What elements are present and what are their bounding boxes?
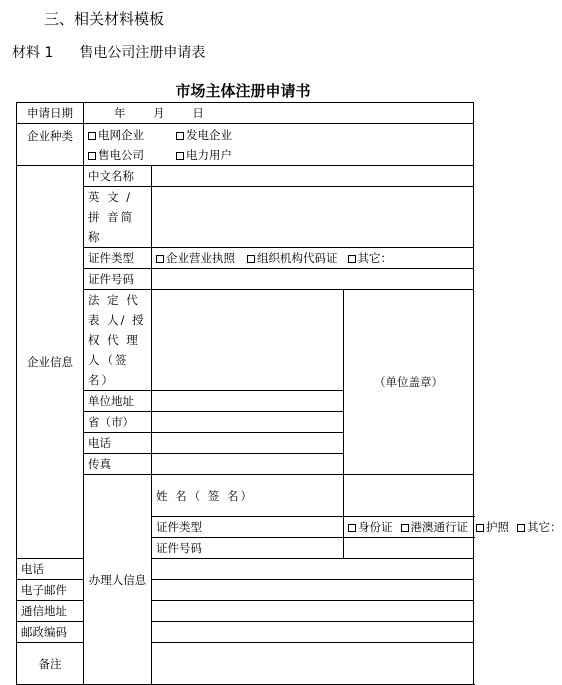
agent-cert-no-label: 证件号码 xyxy=(152,538,344,559)
checkbox-icon[interactable] xyxy=(348,255,356,263)
agent-name-label: 姓 名（ 签 名） xyxy=(152,475,344,517)
enterprise-phone-label: 电话 xyxy=(84,433,152,454)
agent-phone-label: 电话 xyxy=(17,559,84,580)
checkbox-icon[interactable] xyxy=(176,132,184,140)
option-passport[interactable]: 护照 xyxy=(476,517,509,537)
cn-name-input[interactable] xyxy=(152,166,474,187)
option-hk-macao-permit[interactable]: 港澳通行证 xyxy=(401,517,469,537)
checkbox-icon[interactable] xyxy=(517,524,525,532)
seal-label: （单位盖章） xyxy=(374,375,444,389)
cn-name-label: 中文名称 xyxy=(84,166,152,187)
checkbox-icon[interactable] xyxy=(88,152,96,160)
option-id-card[interactable]: 身份证 xyxy=(348,517,393,537)
address-input[interactable] xyxy=(152,391,344,412)
apply-date-row xyxy=(17,103,474,124)
enterprise-cert-no-row xyxy=(17,269,474,290)
enterprise-cert-type-label: 证件类型 xyxy=(84,248,152,269)
option-power-generator[interactable]: 发电企业 xyxy=(176,125,264,145)
agent-email-input[interactable] xyxy=(152,580,474,601)
enterprise-phone-input[interactable] xyxy=(152,433,344,454)
option-business-license[interactable]: 企业营业执照 xyxy=(156,248,235,268)
checkbox-icon[interactable] xyxy=(176,152,184,160)
option-retail-company[interactable]: 售电公司 xyxy=(88,145,176,165)
enterprise-cert-no-input[interactable] xyxy=(152,269,474,290)
checkbox-icon[interactable] xyxy=(247,255,255,263)
legal-rep-signature-field[interactable] xyxy=(152,290,344,391)
agent-info-label: 办理人信息 xyxy=(84,475,152,685)
postcode-label: 邮政编码 xyxy=(17,622,84,643)
mail-address-input[interactable] xyxy=(152,601,474,622)
registration-form-table xyxy=(16,102,562,685)
material-name: 售电公司注册申请表 xyxy=(79,45,206,61)
option-org-code-cert[interactable]: 组织机构代码证 xyxy=(247,248,338,268)
en-name-input[interactable] xyxy=(152,187,474,248)
option-grid-company[interactable]: 电网企业 xyxy=(88,125,176,145)
en-name-row xyxy=(17,187,474,248)
en-name-label: 英 文 / 拼 音简称 xyxy=(84,187,152,248)
agent-name-row xyxy=(17,475,474,517)
agent-name-signature-field[interactable] xyxy=(344,475,474,517)
enterprise-cert-type-row xyxy=(17,248,474,269)
day-label: 日 xyxy=(192,106,204,120)
apply-date-label: 申请日期 xyxy=(17,103,84,124)
month-label: 月 xyxy=(153,106,165,120)
year-label: 年 xyxy=(114,106,126,120)
checkbox-icon[interactable] xyxy=(156,255,164,263)
agent-cert-options xyxy=(344,517,562,538)
material-number: 材料 1 xyxy=(12,45,54,61)
fax-input[interactable] xyxy=(152,454,344,475)
section-title: 三、相关材料模板 xyxy=(44,10,165,28)
enterprise-type-options xyxy=(84,124,474,166)
agent-phone-input[interactable] xyxy=(152,559,474,580)
option-power-user[interactable]: 电力用户 xyxy=(176,145,264,165)
material-heading xyxy=(12,42,205,62)
checkbox-icon[interactable] xyxy=(476,524,484,532)
fax-label: 传真 xyxy=(84,454,152,475)
mail-address-label: 通信地址 xyxy=(17,601,84,622)
agent-cert-no-input[interactable] xyxy=(344,538,474,559)
legal-rep-label: 法 定 代 表 人/ 授 权 代 理 人（签名） xyxy=(84,290,152,391)
form-title: 市场主体注册申请书 xyxy=(175,82,311,100)
province-label: 省（市） xyxy=(84,412,152,433)
province-input[interactable] xyxy=(152,412,344,433)
enterprise-type-label: 企业种类 xyxy=(17,124,84,166)
enterprise-cert-no-label: 证件号码 xyxy=(84,269,152,290)
apply-date-field[interactable] xyxy=(84,103,474,124)
option-other[interactable]: 其它： xyxy=(348,248,393,268)
remarks-label: 备注 xyxy=(17,643,84,685)
agent-email-label: 电子邮件 xyxy=(17,580,84,601)
postcode-input[interactable] xyxy=(152,622,474,643)
cn-name-row xyxy=(17,166,474,187)
checkbox-icon[interactable] xyxy=(401,524,409,532)
agent-cert-type-label: 证件类型 xyxy=(152,517,344,538)
option-other[interactable]: 其它： xyxy=(517,517,562,537)
checkbox-icon[interactable] xyxy=(348,524,356,532)
address-label: 单位地址 xyxy=(84,391,152,412)
remarks-input[interactable] xyxy=(152,643,474,685)
enterprise-cert-options xyxy=(152,248,474,269)
checkbox-icon[interactable] xyxy=(88,132,96,140)
enterprise-type-row xyxy=(17,124,474,166)
legal-rep-row xyxy=(17,290,474,391)
company-seal-area xyxy=(344,290,474,475)
enterprise-info-label: 企业信息 xyxy=(17,166,84,559)
